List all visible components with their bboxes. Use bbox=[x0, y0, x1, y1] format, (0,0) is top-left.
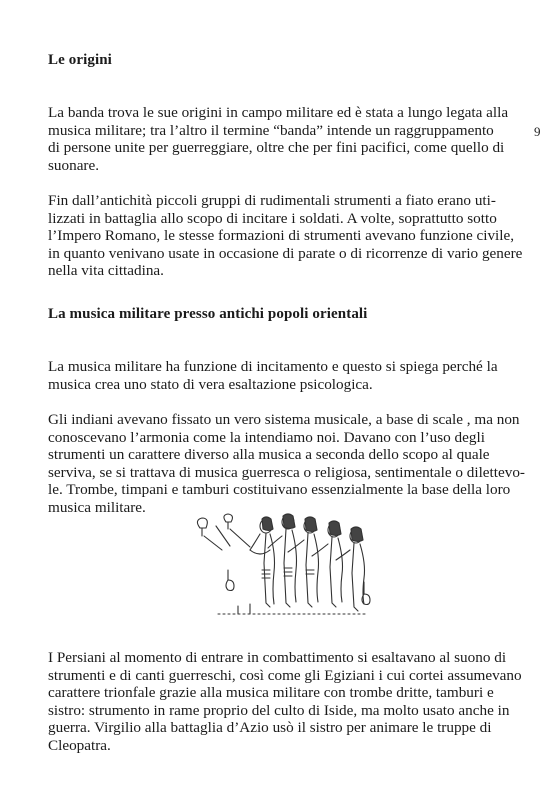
text-line: Gli indiani avevano fissato un vero sistema musicale, a base di scale , ma non bbox=[48, 411, 520, 428]
text-line: di persone unite per guerreggiare, oltre che per fini pacifici, come quello di bbox=[48, 139, 505, 157]
paragraph-origini-1 bbox=[48, 104, 516, 174]
text-line: nella vita cittadina. bbox=[48, 262, 164, 280]
text-line: strumenti un carattere diverso alla musica a seconda dello scopo al quale bbox=[48, 446, 490, 464]
text-line: sistro: strumento in rame proprio del culto di Iside, ma molto usato anche in bbox=[48, 701, 510, 719]
text-line: strumenti e di canti guerreschi, così come gli Egiziani i cui cortei assumevano bbox=[48, 666, 522, 684]
paragraph-origini-2 bbox=[48, 192, 523, 280]
paragraph-musica-2 bbox=[48, 411, 525, 517]
text-line: La musica militare ha funzione di incitamento e questo si spiega perché la bbox=[48, 358, 498, 375]
text-line: l’Impero Romano, le stesse formazioni di strumenti avevano funzione civile, bbox=[48, 227, 515, 245]
egyptian-musicians-illustration bbox=[188, 510, 378, 630]
text-line: in quanto venivano usate in occasione di parate o di ricorrenze di vario genere bbox=[48, 244, 523, 262]
text-line: I Persiani al momento di entrare in combattimento si esaltavano al suono di bbox=[48, 649, 507, 666]
paragraph-musica-3 bbox=[48, 649, 522, 755]
text-line: Fin dall’antichità piccoli gruppi di rudimentali strumenti a fiato erano uti- bbox=[48, 192, 496, 209]
text-line: lizzati in battaglia allo scopo di incitare i soldati. A volte, soprattutto sotto bbox=[48, 209, 497, 227]
text-line: musica militare; tra l’altro il termine “banda” intende un raggruppamento bbox=[48, 121, 494, 139]
section-heading-musica-militare: La musica militare presso antichi popoli orientali bbox=[48, 306, 368, 322]
text-line: Cleopatra. bbox=[48, 736, 111, 754]
text-line: carattere trionfale grazie alla musica militare con trombe dritte, tamburi e bbox=[48, 684, 494, 702]
text-line: musica crea uno stato di vera esaltazione psicologica. bbox=[48, 375, 373, 393]
text-line: musica militare. bbox=[48, 498, 146, 516]
page-number: 9 bbox=[534, 124, 541, 139]
paragraph-musica-1 bbox=[48, 358, 516, 393]
text-line: conoscevano l’armonia come la intendiamo noi. Davano con l’uso degli bbox=[48, 428, 485, 446]
text-line: La banda trova le sue origini in campo militare ed è stata a lungo legata alla bbox=[48, 104, 509, 121]
egyptian-musicians-drawing-icon bbox=[188, 510, 378, 630]
text-line: guerra. Virgilio alla battaglia d’Azio usò il sistro per animare le truppe di bbox=[48, 719, 492, 737]
text-line: serviva, se si trattava di musica guerresca o religiosa, sentimentale o dilettevo- bbox=[48, 463, 525, 481]
text-line: suonare. bbox=[48, 156, 100, 174]
section-heading-origini: Le origini bbox=[48, 52, 112, 68]
text-line: le. Trombe, timpani e tamburi costituivano essenzialmente la base della loro bbox=[48, 481, 511, 499]
